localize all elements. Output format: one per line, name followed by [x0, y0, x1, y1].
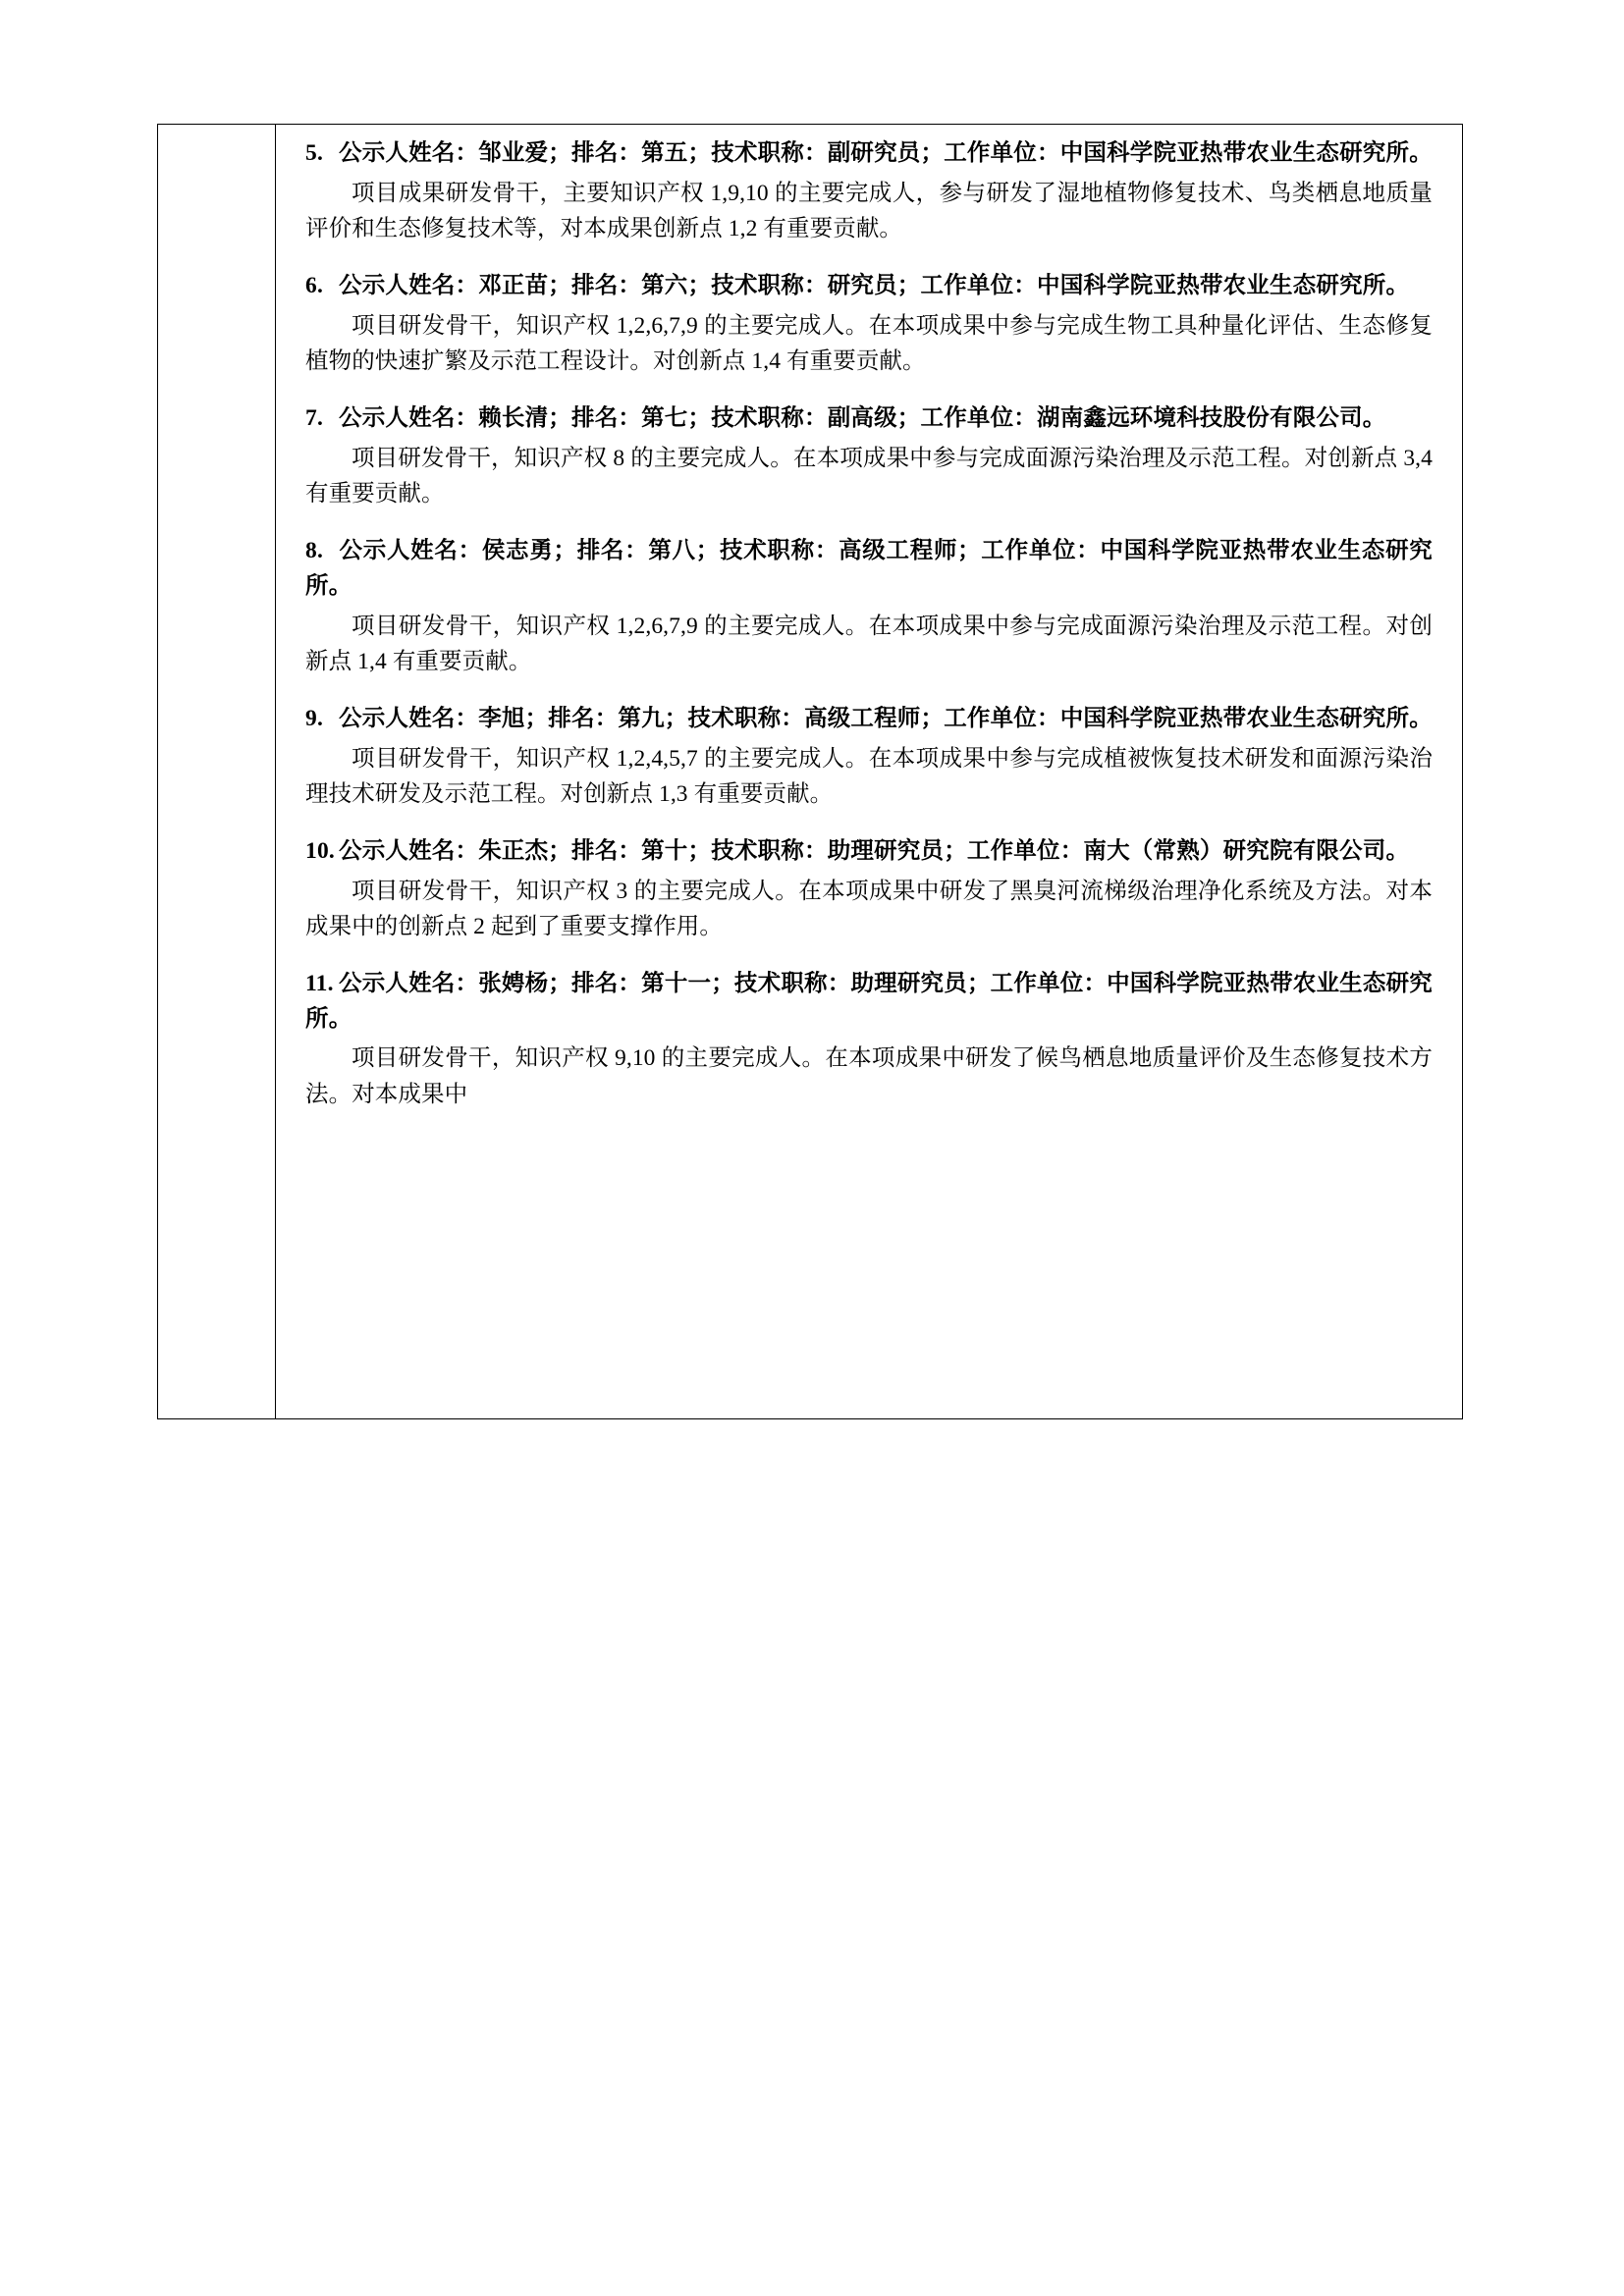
- entry-number: 5.: [305, 140, 324, 166]
- table-right-column: [276, 125, 1462, 1418]
- table-left-column: [158, 125, 276, 1418]
- entry-heading: [305, 967, 1433, 1037]
- list-item: [305, 269, 1433, 380]
- entry-body: 项目研发骨干，知识产权 3 的主要完成人。在本项成果中研发了黑臭河流梯级治理净化系统及方法。对本成果中的创新点 2 起到了重要支撑作用。: [305, 878, 1433, 940]
- entry-body: 项目成果研发骨干，主要知识产权 1,9,10 的主要完成人，参与研发了湿地植物修复技术、鸟类栖息地质量评价和生态修复技术等，对本成果创新点 1,2 有重要贡献。: [305, 180, 1433, 242]
- entry-body: 项目研发骨干，知识产权 9,10 的主要完成人。在本项成果中研发了候鸟栖息地质量评价及生态修复技术方法。对本成果中: [305, 1045, 1433, 1107]
- entry-heading-text: 公示人姓名：张娉杨；排名：第十一；技术职称：助理研究员；工作单位：中国科学院亚热带农业生态研究所。: [305, 970, 1433, 1032]
- entry-body: 项目研发骨干，知识产权 1,2,6,7,9 的主要完成人。在本项成果中参与完成生物工具种量化评估、生态修复植物的快速扩繁及示范工程设计。对创新点 1,4 有重要贡献。: [305, 312, 1433, 375]
- list-item: [305, 136, 1433, 247]
- entry-heading-text: 公示人姓名：侯志勇；排名：第八；技术职称：高级工程师；工作单位：中国科学院亚热带农业生态研究所。: [305, 538, 1433, 599]
- entry-number: 6.: [305, 273, 324, 299]
- entry-heading-text: 公示人姓名：邓正苗；排名：第六；技术职称：研究员；工作单位：中国科学院亚热带农业生态研究所。: [339, 273, 1410, 299]
- entry-number: 9.: [305, 705, 324, 731]
- entry-body: 项目研发骨干，知识产权 1,2,6,7,9 的主要完成人。在本项成果中参与完成面源污染治理及示范工程。对创新点 1,4 有重要贡献。: [305, 613, 1433, 675]
- entry-heading-text: 公示人姓名：赖长清；排名：第七；技术职称：副高级；工作单位：湖南鑫远环境科技股份有限公司。: [339, 405, 1386, 432]
- entry-body: 项目研发骨干，知识产权 8 的主要完成人。在本项成果中参与完成面源污染治理及示范工程。对创新点 3,4 有重要贡献。: [305, 445, 1433, 507]
- entry-number: 11.: [305, 970, 334, 996]
- entry-heading: [305, 834, 1433, 870]
- list-item: [305, 834, 1433, 945]
- list-item: [305, 967, 1433, 1113]
- entry-heading-text: 公示人姓名：邹业爱；排名：第五；技术职称：副研究员；工作单位：中国科学院亚热带农业生态研究所。: [339, 140, 1433, 166]
- entry-heading: [305, 702, 1433, 737]
- list-item: [305, 534, 1433, 680]
- content-table: [157, 124, 1463, 1419]
- entry-body: 项目研发骨干，知识产权 1,2,4,5,7 的主要完成人。在本项成果中参与完成植被恢复技术研发和面源污染治理技术研发及示范工程。对创新点 1,3 有重要贡献。: [305, 745, 1433, 808]
- entry-heading-text: 公示人姓名：朱正杰；排名：第十；技术职称：助理研究员；工作单位：南大（常熟）研究院有限公司。: [339, 837, 1410, 864]
- list-item: [305, 401, 1433, 512]
- entry-heading: [305, 401, 1433, 437]
- entry-heading: [305, 534, 1433, 604]
- entry-number: 8.: [305, 538, 324, 564]
- entry-heading-text: 公示人姓名：李旭；排名：第九；技术职称：高级工程师；工作单位：中国科学院亚热带农业生态研究所。: [339, 705, 1433, 731]
- entry-heading: [305, 269, 1433, 304]
- list-item: [305, 702, 1433, 813]
- entry-heading: [305, 136, 1433, 172]
- entry-number: 10.: [305, 837, 335, 864]
- entry-number: 7.: [305, 405, 324, 432]
